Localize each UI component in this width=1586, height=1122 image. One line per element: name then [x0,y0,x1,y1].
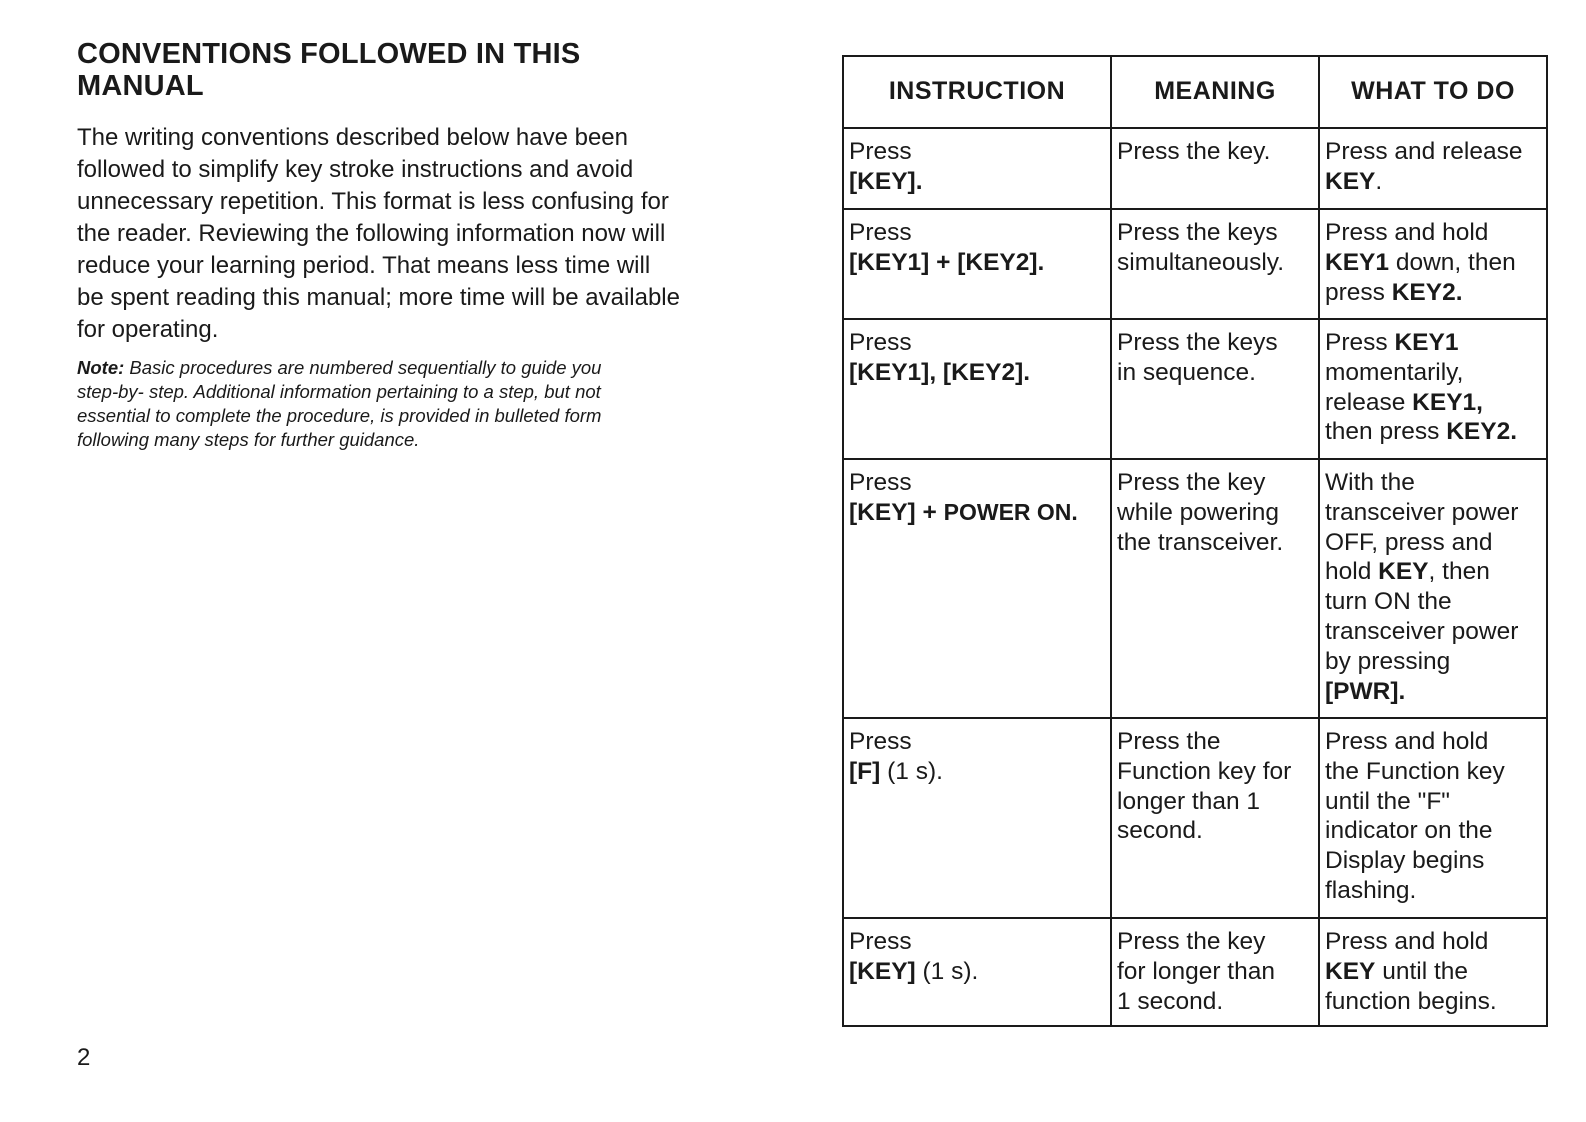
instruction-key: [KEY1], [KEY2]. [849,358,1031,386]
meaning-cell [1111,459,1319,718]
instruction-cell [843,128,1111,209]
instruction-key: [KEY] [849,957,916,985]
todo-line: turn ON the [1325,588,1452,616]
conventions-table [842,55,1548,1027]
intro-line: unnecessary repetition. This format is less confusing for [77,188,669,215]
meaning-cell [1111,918,1319,1026]
todo-line [1325,328,1546,358]
meaning-cell [1111,319,1319,459]
instruction-line [849,757,1110,787]
heading-line-2: MANUAL [77,70,204,102]
conventions-table-wrapper [842,55,1548,1027]
todo-cell [1319,918,1547,1026]
todo-text: until the [1375,957,1469,985]
meaning-line: Press the key. [1117,138,1271,165]
meaning-line: simultaneously. [1117,248,1285,276]
todo-line [1325,957,1546,987]
header-instruction: INSTRUCTION [843,56,1111,128]
todo-cell [1319,718,1547,918]
todo-key: KEY1, [1412,388,1483,416]
todo-text: then press [1325,418,1447,446]
note-paragraph [77,356,782,452]
todo-key: KEY [1378,558,1429,586]
note-label: Note: [77,357,125,378]
table-row [843,319,1547,459]
todo-key: KEY2. [1391,278,1463,306]
todo-line: Display begins [1325,847,1485,875]
meaning-line: for longer than [1117,957,1275,985]
note-text: Basic procedures are numbered sequentially to guide you [124,357,602,378]
todo-line: Press and hold [1325,928,1489,955]
table-row [843,128,1547,209]
todo-line: flashing. [1325,876,1417,904]
instruction-text: (1 s). [915,957,979,985]
todo-key: KEY1 [1325,248,1390,276]
intro-line: the reader. Reviewing the following information now will [77,220,666,247]
todo-text: Press [1325,329,1395,356]
table-row [843,918,1547,1026]
todo-key: KEY [1325,957,1376,985]
intro-line: be spent reading this manual; more time will be available [77,284,680,311]
table-row [843,459,1547,718]
instruction-line: Press [849,219,912,246]
todo-line: the Function key [1325,757,1505,785]
meaning-line: in sequence. [1117,358,1256,386]
instruction-line [849,957,1110,987]
todo-line: function begins. [1325,987,1497,1015]
meaning-line: Press the keys [1117,329,1278,356]
meaning-line: Function key for [1117,757,1292,785]
page-number: 2 [77,1044,91,1071]
todo-text: hold [1325,558,1379,586]
table-row [843,718,1547,918]
instruction-key: [F] [849,757,881,785]
meaning-line: Press the [1117,728,1221,755]
meaning-line: Press the key [1117,928,1266,955]
instruction-line: Press [849,138,912,165]
todo-text: release [1325,388,1413,416]
instruction-line: Press [849,928,912,955]
todo-line: OFF, press and [1325,528,1493,556]
todo-cell [1319,128,1547,209]
todo-key: [PWR]. [1325,677,1406,705]
todo-line [1325,167,1546,197]
meaning-cell [1111,209,1319,319]
conventions-section [77,38,782,452]
note-line: following many steps for further guidance. [77,429,420,450]
instruction-cell [843,718,1111,918]
instruction-cell [843,209,1111,319]
section-heading [77,38,782,102]
instruction-line: Press [849,469,912,496]
todo-line: Press and hold [1325,219,1489,246]
todo-line: transceiver power [1325,498,1519,526]
todo-line: transceiver power [1325,617,1519,645]
instruction-key: [KEY]. [849,167,923,195]
header-what-to-do: WHAT TO DO [1319,56,1547,128]
intro-paragraph [77,122,782,346]
instruction-cell [843,459,1111,718]
table-header-row [843,56,1547,128]
instruction-key: [KEY] + [849,498,944,526]
meaning-line: Press the keys [1117,219,1278,246]
todo-line [1325,278,1546,308]
note-line: essential to complete the procedure, is provided in bulleted form [77,405,602,426]
intro-line: reduce your learning period. That means less time will [77,252,651,279]
meaning-cell [1111,128,1319,209]
note-line: step-by- step. Additional information pertaining to a step, but not [77,381,601,402]
meaning-line: second. [1117,817,1203,845]
meaning-line: longer than 1 [1117,787,1261,815]
meaning-line: 1 second. [1117,987,1224,1015]
intro-line: followed to simplify key stroke instructions and avoid [77,156,634,183]
todo-line: Press and release [1325,138,1523,165]
note-line [77,356,782,380]
todo-line [1325,248,1546,278]
instruction-text: (1 s). [880,757,943,785]
heading-line-1: CONVENTIONS FOLLOWED IN THIS [77,38,581,70]
meaning-line: the transceiver. [1117,528,1284,556]
todo-line [1325,557,1546,587]
todo-text: . [1375,167,1383,195]
intro-line: The writing conventions described below have been [77,124,629,151]
todo-key: KEY2. [1446,418,1518,446]
todo-line: Press and hold [1325,728,1489,755]
instruction-line: Press [849,329,912,356]
intro-line: for operating. [77,316,219,343]
instruction-line: Press [849,728,912,755]
meaning-line: while powering [1117,498,1280,526]
todo-key: KEY1 [1394,329,1459,356]
table-row [843,209,1547,319]
instruction-power-on: POWER ON. [943,498,1078,525]
instruction-line [849,498,1110,528]
todo-line: indicator on the [1325,817,1493,845]
todo-line [1325,417,1546,447]
todo-key: KEY [1325,167,1376,195]
todo-cell [1319,319,1547,459]
todo-line: With the [1325,469,1415,496]
instruction-cell [843,319,1111,459]
todo-line: momentarily, [1325,358,1464,386]
todo-line: by pressing [1325,647,1451,675]
instruction-key: [KEY1] + [KEY2]. [849,248,1045,276]
meaning-line: Press the key [1117,469,1266,496]
todo-line: until the "F" [1325,787,1450,815]
instruction-cell [843,918,1111,1026]
todo-text: , then [1428,558,1490,586]
todo-text: press [1325,278,1392,306]
meaning-cell [1111,718,1319,918]
todo-text: down, then [1389,248,1516,276]
todo-line [1325,388,1546,418]
header-meaning: MEANING [1111,56,1319,128]
todo-cell [1319,209,1547,319]
todo-cell [1319,459,1547,718]
